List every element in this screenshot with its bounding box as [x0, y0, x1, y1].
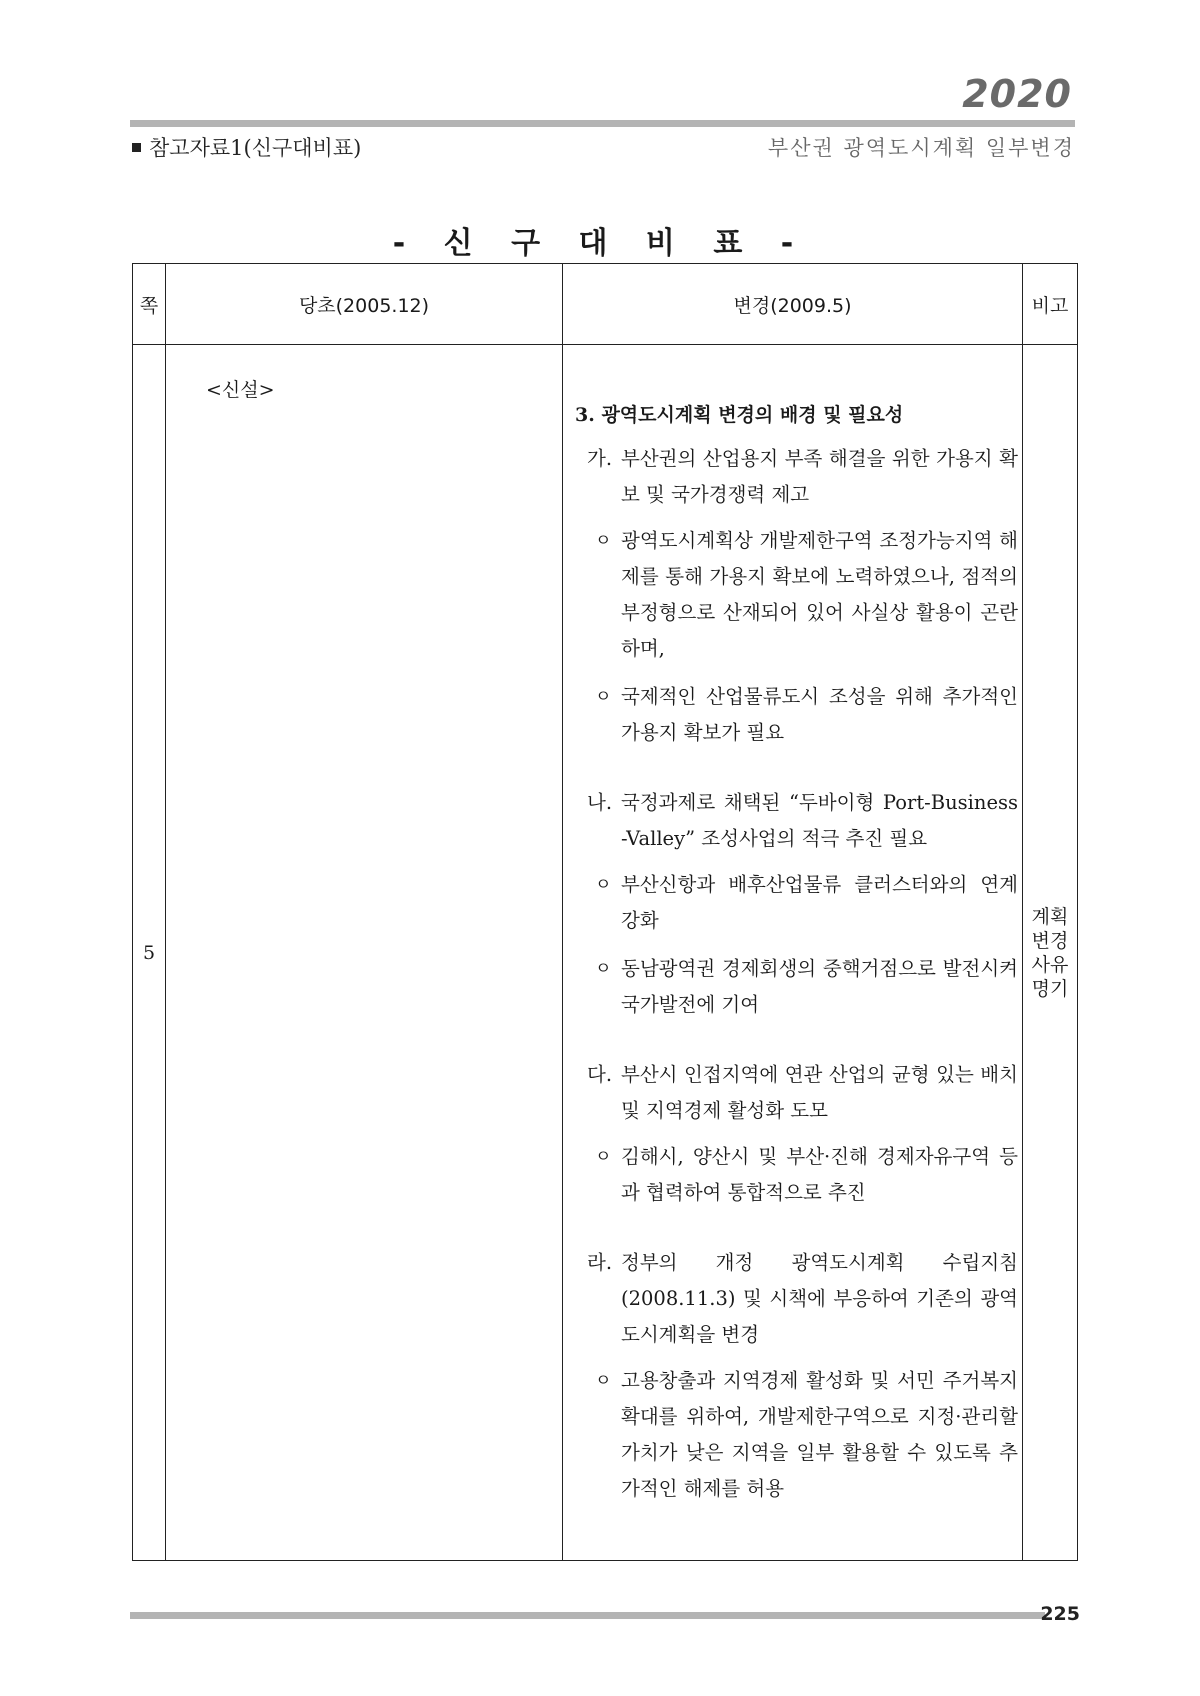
header-year: 2020 [962, 72, 1072, 116]
bullet-text: 동남광역권 경제회생의 중핵거점으로 발전시켜 국가발전에 기여 [621, 957, 1018, 1016]
circle-bullet-icon: ㅇ [595, 875, 612, 895]
section-title: 3. 광역도시계획 변경의 배경 및 필요성 [575, 404, 904, 426]
table-row [133, 345, 1078, 1561]
column-header-page: 쪽 [133, 264, 166, 345]
item-label: 라. [587, 1251, 613, 1274]
header-rule [130, 120, 1075, 127]
bullet-text: 광역도시계획상 개발제한구역 조정가능지역 해제를 통해 가용지 확보에 노력하였으나, 점적의 부정형으로 산재되어 있어 사실상 활용이 곤란하며, [621, 529, 1018, 660]
circle-bullet-icon: ㅇ [595, 959, 612, 979]
item-label: 다. [587, 1063, 613, 1086]
bullet-item [575, 1363, 1022, 1507]
bullet-text: 부산신항과 배후산업물류 클러스터와의 연계 강화 [621, 873, 1018, 932]
item-text: 부산시 인접지역에 연관 산업의 균형 있는 배치 및 지역경제 활성화 도모 [621, 1063, 1018, 1122]
circle-bullet-icon: ㅇ [595, 687, 612, 707]
list-item [575, 1245, 1022, 1353]
item-text: 정부의 개정 광역도시계획 수립지침(2008.11.3) 및 시책에 부응하여 기존의 광역도시계획을 변경 [621, 1251, 1018, 1346]
comparison-table [132, 263, 1078, 1561]
circle-bullet-icon: ㅇ [595, 1371, 612, 1391]
bullet-text: 고용창출과 지역경제 활성화 및 서민 주거복지 확대를 위하여, 개발제한구역으로 지정·관리할 가치가 낮은 지역을 일부 활용할 수 있도록 추가적인 해제를 허용 [621, 1369, 1018, 1500]
note-cell [1023, 345, 1078, 1561]
circle-bullet-icon: ㅇ [595, 1147, 612, 1167]
square-bullet-icon [132, 143, 141, 152]
bullet-text: 국제적인 산업물류도시 조성을 위해 추가적인 가용지 확보가 필요 [621, 685, 1018, 744]
note-line: 계획 [1031, 905, 1069, 928]
item-label: 나. [587, 791, 613, 814]
note-line: 사유 [1031, 953, 1069, 976]
bullet-item [575, 679, 1022, 751]
bullet-item [575, 951, 1022, 1023]
bullet-item [575, 867, 1022, 939]
bullet-item [575, 523, 1022, 667]
page-number-cell: 5 [133, 345, 166, 1561]
header-left-label [132, 132, 361, 162]
column-header-note: 비고 [1023, 264, 1078, 345]
bullet-text: 김해시, 양산시 및 부산·진해 경제자유구역 등과 협력하여 통합적으로 추진 [621, 1145, 1018, 1204]
changed-content [563, 345, 1022, 1507]
document-subtitle: 부산권 광역도시계획 일부변경 [767, 136, 1075, 160]
note-line: 명기 [1031, 977, 1069, 1000]
changed-cell [563, 345, 1023, 1561]
list-item [575, 441, 1022, 513]
original-text: <신설> [206, 379, 275, 401]
list-item [575, 1057, 1022, 1129]
column-header-original: 당초(2005.12) [166, 264, 563, 345]
note-line: 변경 [1031, 929, 1069, 952]
page-number: 225 [1040, 1603, 1080, 1625]
item-text: 부산권의 산업용지 부족 해결을 위한 가용지 확보 및 국가경쟁력 제고 [621, 447, 1018, 506]
reference-label: 참고자료1(신구대비표) [149, 136, 362, 160]
list-item [575, 785, 1022, 857]
table-header-row [133, 264, 1078, 345]
item-label: 가. [587, 447, 613, 470]
circle-bullet-icon: ㅇ [595, 531, 612, 551]
page-title: - 신 구 대 비 표 - [392, 226, 808, 261]
column-header-changed: 변경(2009.5) [563, 264, 1023, 345]
original-cell [166, 345, 563, 1561]
footer-rule [130, 1612, 1045, 1619]
item-text: 국정과제로 채택된 “두바이형 Port-Business -Valley” 조성사업의 적극 추진 필요 [621, 791, 1018, 850]
bullet-item [575, 1139, 1022, 1211]
